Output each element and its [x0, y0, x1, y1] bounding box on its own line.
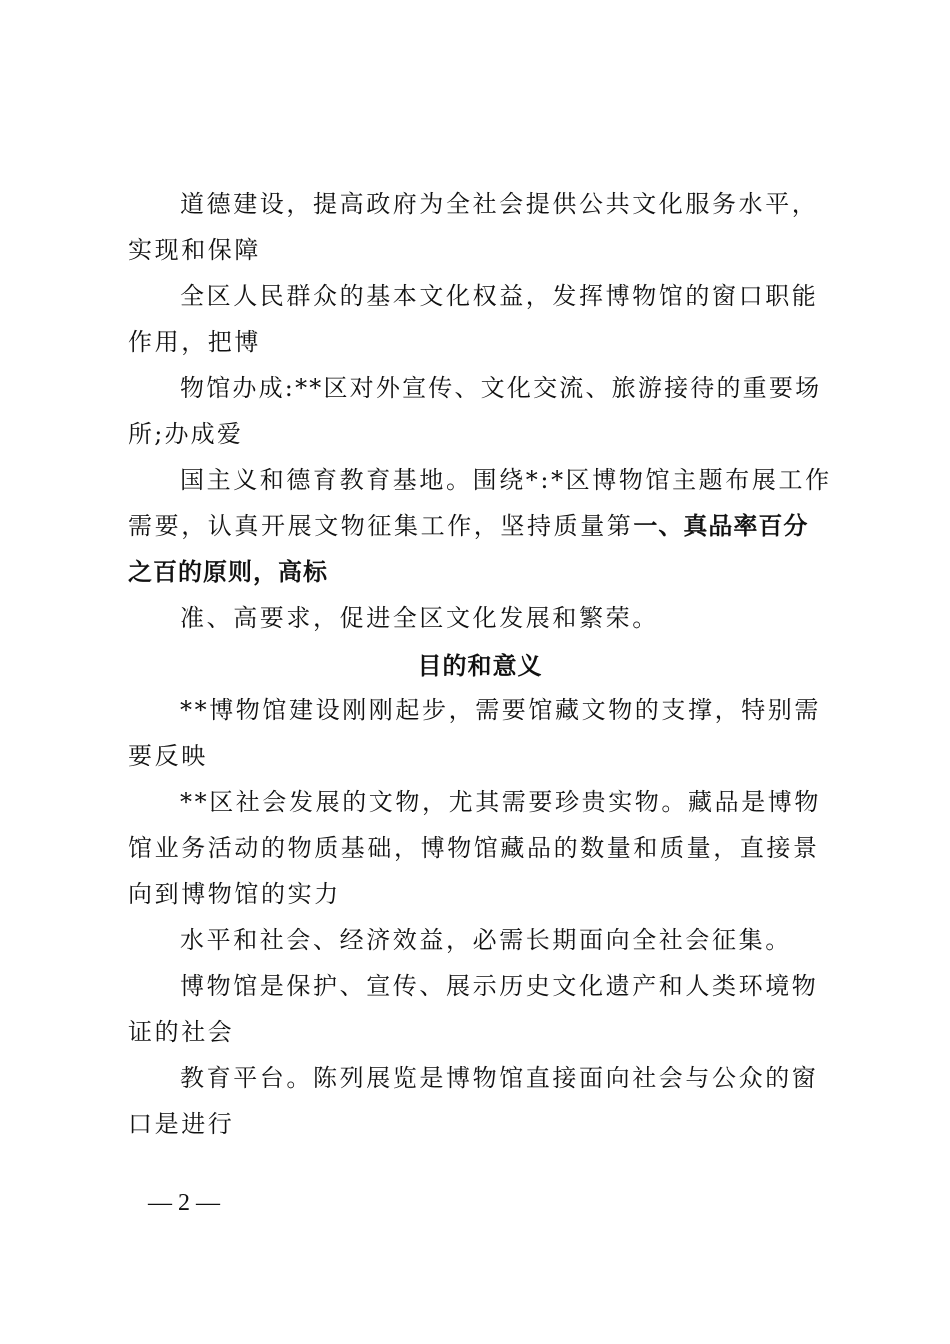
paragraph-7: **区社会发展的文物，尤其需要珍贵实物。藏品是博物馆业务活动的物质基础，博物馆藏品的数量和质量，直接景向到博物馆的实力	[128, 788, 821, 908]
paragraph-10: 教育平台。陈列展览是博物馆直接面向社会与公众的窗口是进行	[128, 1064, 819, 1138]
paragraph-5: 准、高要求，促进全区文化发展和繁荣。	[180, 604, 659, 632]
paragraph-9: 博物馆是保护、宣传、展示历史文化遗产和人类环境物证的社会	[128, 972, 819, 1046]
paragraph-3: 物馆办成:**区对外宣传、文化交流、旅游接待的重要场所;办成爱	[128, 374, 822, 448]
paragraph-6: **博物馆建设刚刚起步，需要馆藏文物的支撑，特别需要反映	[128, 696, 821, 770]
paragraph-1: 道德建设，提高政府为全社会提供公共文化服务水平，实现和保障	[128, 190, 819, 264]
paragraph-8: 水平和社会、经济效益，必需长期面向全社会征集。	[180, 926, 792, 954]
section-heading: 目的和意义	[417, 651, 543, 680]
paragraph-4	[128, 457, 832, 595]
paragraph-4-text: 国主义和德育教育基地。围绕*:*区博物馆主题布展工作需要，认真开展文物征集工作，坚持质量第	[128, 466, 832, 540]
bold-emphasis: 一、真品率百分之百的原则，高标	[128, 511, 809, 586]
page-number: — 2 —	[148, 1190, 220, 1216]
paragraph-2: 全区人民群众的基本文化权益，发挥博物馆的窗口职能作用，把博	[128, 282, 819, 356]
